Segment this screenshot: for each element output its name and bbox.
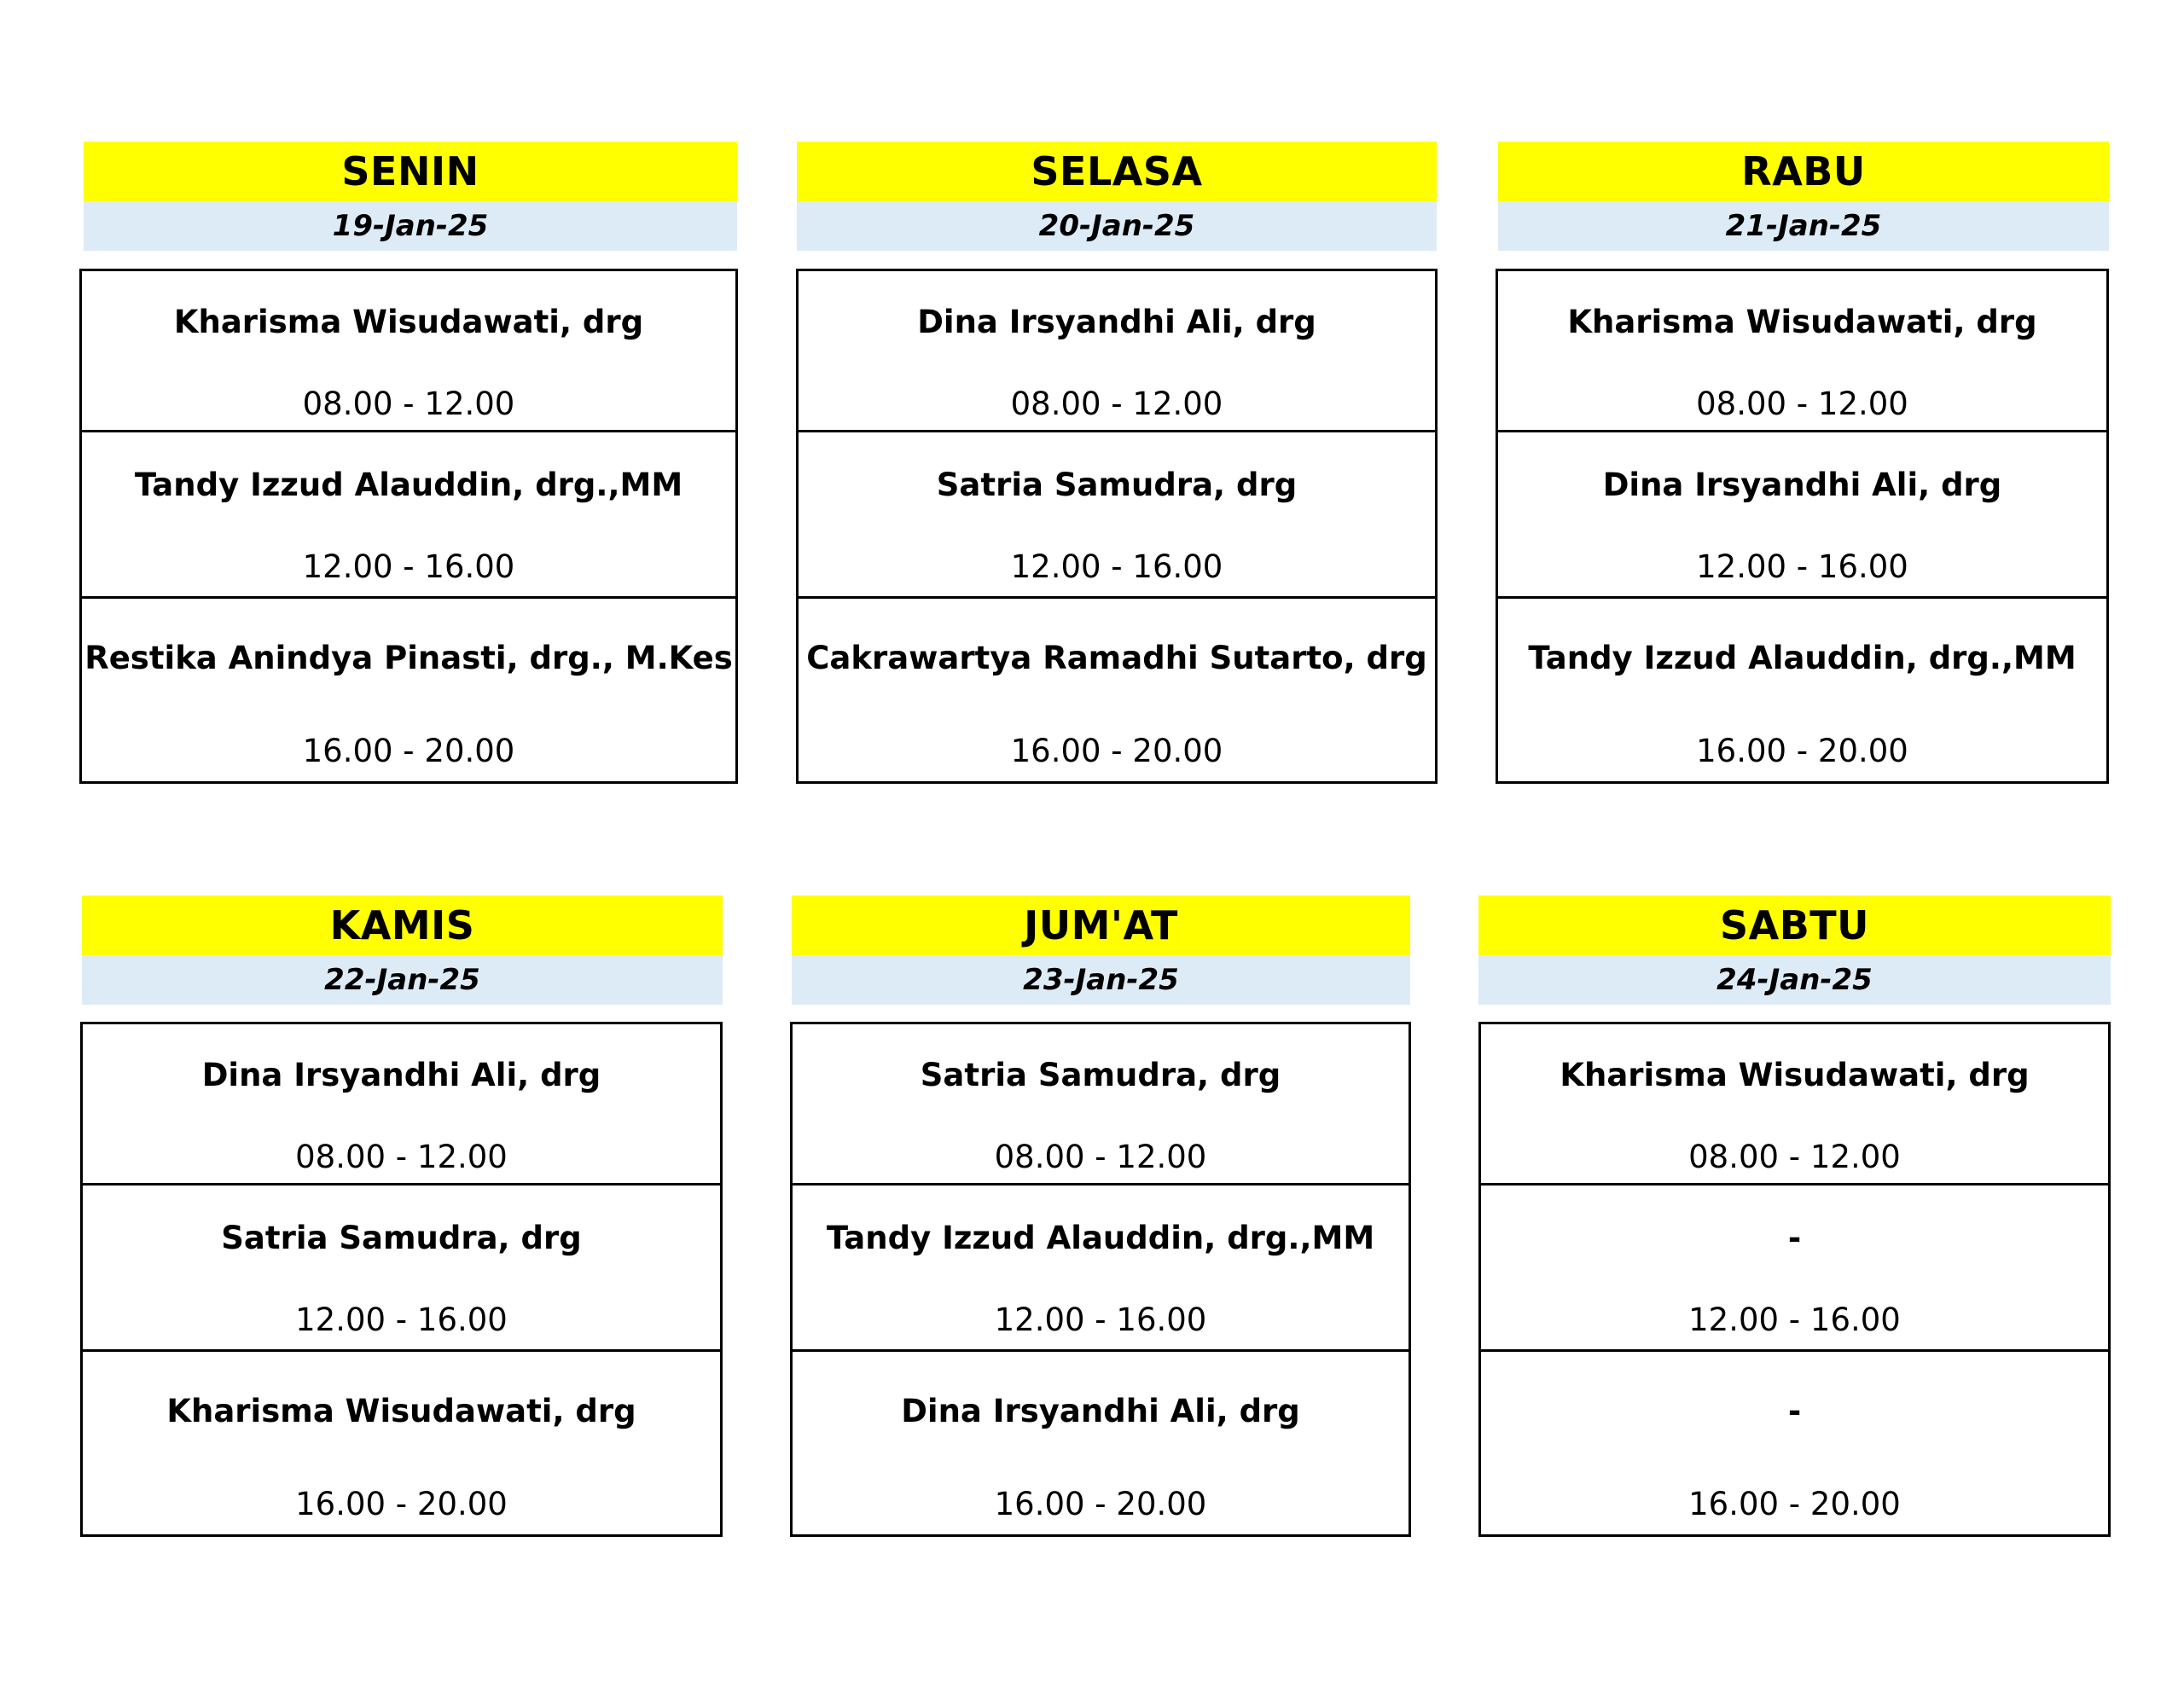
shift-time: 08.00 - 12.00	[1010, 386, 1223, 422]
day-date: 23-Jan-25	[792, 955, 1410, 1005]
shift-time: 16.00 - 20.00	[295, 1486, 508, 1522]
day-block-sabtu	[1478, 896, 2111, 1005]
day-name: RABU	[1498, 142, 2109, 201]
shift-time: 12.00 - 16.00	[302, 548, 515, 585]
doctor-name: Restika Anindya Pinasti, drg., M.Kes	[84, 640, 733, 676]
day-name: KAMIS	[82, 896, 723, 955]
shift-table-kamis	[80, 1022, 723, 1537]
shift-evening	[83, 1352, 720, 1534]
shift-morning	[83, 1024, 720, 1186]
shift-morning	[1481, 1024, 2108, 1186]
doctor-name: Kharisma Wisudawati, drg	[1560, 1057, 2030, 1093]
shift-afternoon	[82, 432, 735, 599]
day-block-rabu	[1498, 142, 2109, 251]
shift-time: 12.00 - 16.00	[1696, 548, 1908, 585]
shift-table-rabu	[1496, 269, 2109, 784]
shift-evening	[82, 599, 735, 781]
doctor-name: Satria Samudra, drg	[936, 467, 1298, 503]
doctor-name: Satria Samudra, drg	[221, 1220, 582, 1256]
shift-evening	[1498, 599, 2106, 781]
shift-time: 12.00 - 16.00	[295, 1301, 508, 1338]
doctor-name: Tandy Izzud Alauddin, drg.,MM	[1528, 640, 2077, 676]
shift-afternoon	[799, 432, 1435, 599]
day-date: 21-Jan-25	[1498, 201, 2109, 251]
doctor-name: Dina Irsyandhi Ali, drg	[201, 1057, 601, 1093]
day-block-kamis	[82, 896, 723, 1005]
shift-time: 08.00 - 12.00	[295, 1139, 508, 1175]
day-date: 22-Jan-25	[82, 955, 723, 1005]
day-block-senin	[84, 142, 737, 251]
day-name: SABTU	[1478, 896, 2111, 955]
day-name: SELASA	[797, 142, 1437, 201]
doctor-name: -	[1787, 1220, 1802, 1256]
doctor-name: Dina Irsyandhi Ali, drg	[1602, 467, 2002, 503]
shift-afternoon	[83, 1186, 720, 1352]
shift-afternoon	[1498, 432, 2106, 599]
day-date: 24-Jan-25	[1478, 955, 2111, 1005]
shift-afternoon	[793, 1186, 1409, 1352]
shift-time: 16.00 - 20.00	[1696, 733, 1908, 769]
doctor-name: Kharisma Wisudawati, drg	[1567, 304, 2037, 340]
shift-table-senin	[79, 269, 738, 784]
day-block-jumat	[792, 896, 1410, 1005]
doctor-name: Dina Irsyandhi Ali, drg	[917, 304, 1316, 340]
shift-time: 12.00 - 16.00	[1010, 548, 1223, 585]
shift-morning	[1498, 271, 2106, 432]
shift-evening	[799, 599, 1435, 781]
shift-time: 16.00 - 20.00	[994, 1486, 1207, 1522]
shift-time: 16.00 - 20.00	[1688, 1486, 1901, 1522]
shift-time: 08.00 - 12.00	[1696, 386, 1908, 422]
shift-time: 08.00 - 12.00	[302, 386, 515, 422]
shift-time: 08.00 - 12.00	[1688, 1139, 1901, 1175]
shift-morning	[793, 1024, 1409, 1186]
shift-time: 12.00 - 16.00	[1688, 1301, 1901, 1338]
doctor-name: Dina Irsyandhi Ali, drg	[901, 1393, 1300, 1429]
doctor-name: Kharisma Wisudawati, drg	[166, 1393, 636, 1429]
shift-table-sabtu	[1478, 1022, 2111, 1537]
shift-time: 16.00 - 20.00	[302, 733, 515, 769]
day-date: 20-Jan-25	[797, 201, 1437, 251]
doctor-name: Tandy Izzud Alauddin, drg.,MM	[826, 1220, 1375, 1256]
doctor-name: Cakrawartya Ramadhi Sutarto, drg	[806, 640, 1427, 676]
shift-table-selasa	[796, 269, 1438, 784]
shift-morning	[82, 271, 735, 432]
doctor-name: -	[1787, 1393, 1802, 1429]
shift-morning	[799, 271, 1435, 432]
shift-time: 16.00 - 20.00	[1010, 733, 1223, 769]
day-name: SENIN	[84, 142, 737, 201]
shift-time: 12.00 - 16.00	[994, 1301, 1207, 1338]
doctor-name: Kharisma Wisudawati, drg	[173, 304, 644, 340]
day-name: JUM'AT	[792, 896, 1410, 955]
shift-evening	[793, 1352, 1409, 1534]
shift-time: 08.00 - 12.00	[994, 1139, 1207, 1175]
day-date: 19-Jan-25	[84, 201, 737, 251]
day-block-selasa	[797, 142, 1437, 251]
doctor-name: Satria Samudra, drg	[920, 1057, 1281, 1093]
doctor-name: Tandy Izzud Alauddin, drg.,MM	[134, 467, 683, 503]
shift-table-jumat	[790, 1022, 1411, 1537]
shift-evening	[1481, 1352, 2108, 1534]
shift-afternoon	[1481, 1186, 2108, 1352]
